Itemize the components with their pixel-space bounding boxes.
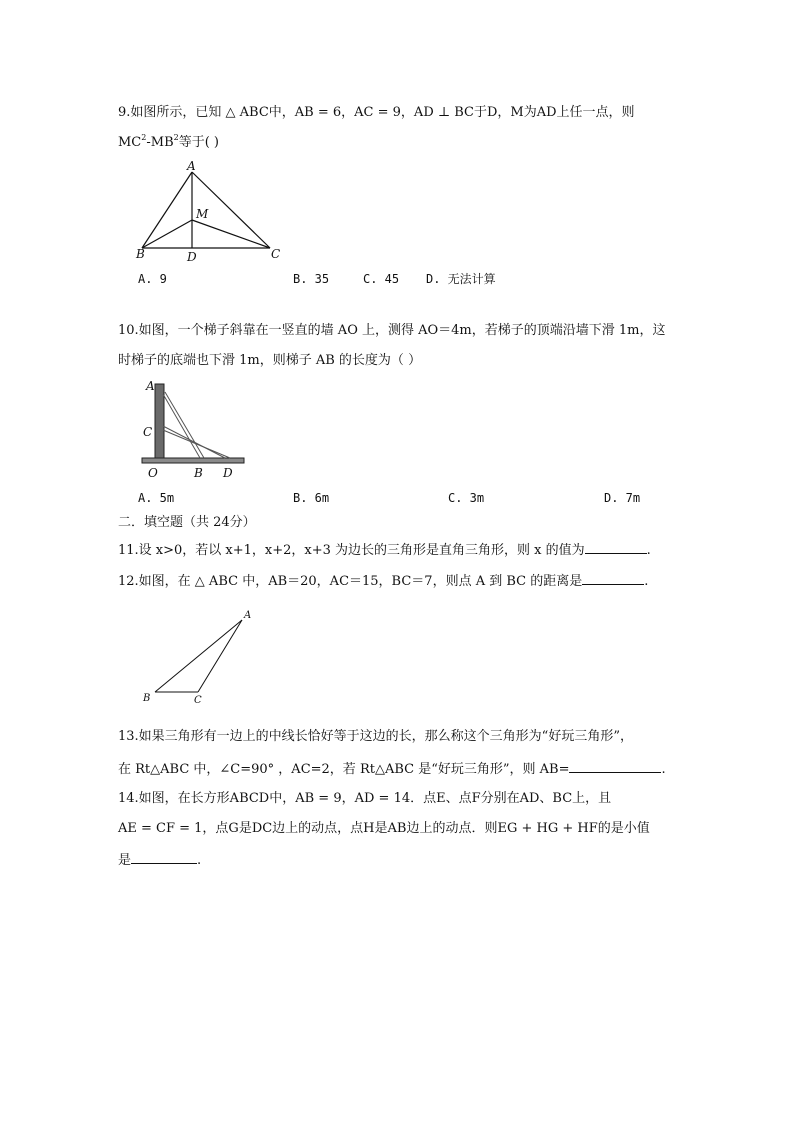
q9-label-c: C <box>271 247 281 261</box>
section2-title: 二．填空题（共 24分） <box>118 515 256 530</box>
q10-option-d: D. 7m <box>604 491 641 505</box>
q10-ladder-slid-edge2 <box>163 430 230 458</box>
q12-side-ac <box>198 620 242 692</box>
q12-line <box>118 572 648 591</box>
q9-option-b: B. 35 <box>293 272 330 286</box>
q13-end: . <box>661 762 666 777</box>
q10-label-a: A <box>146 379 155 393</box>
q14-line1: 14.如图，在长方形ABCD中，AB = 9，AD = 14．点E、点F分别在AD、BC上，且 <box>118 791 612 806</box>
q10-line1: 10.如图，一个梯子斜靠在一竖直的墙 AO 上，测得 AO＝4m，若梯子的顶端沿墙下滑 1m，这 <box>118 323 666 338</box>
q9-label-d: D <box>187 250 197 264</box>
q10-ladder-figure <box>138 378 258 482</box>
q12-end: . <box>644 574 649 589</box>
q10-option-c: C. 3m <box>448 491 485 505</box>
q10-label-c: C <box>143 425 153 439</box>
q10-ladder-original-edge1 <box>163 394 200 458</box>
q9-line1: 9.如图所示，已知 △ ABC中，AB = 6，AC = 9，AD ⊥ BC于D，M为AD上任一点，则 <box>118 105 635 120</box>
q14-end: . <box>197 853 202 868</box>
q11-answer-blank[interactable] <box>585 541 647 554</box>
q9-mc: MC <box>118 135 142 150</box>
q9-option-a: A. 9 <box>138 272 167 286</box>
q9-tail: 等于( ) <box>178 135 219 150</box>
q12-answer-blank[interactable] <box>582 572 644 585</box>
q9-segment-mc <box>192 220 270 248</box>
q9-label-a: A <box>187 159 196 173</box>
q10-wall <box>155 384 164 460</box>
q12-label-b: B <box>143 693 151 704</box>
q11-line <box>118 541 651 560</box>
q9-label-m: M <box>196 207 209 221</box>
q12-label-c: C <box>194 695 202 706</box>
q10-label-b: B <box>194 466 203 480</box>
q13-line1: 13.如果三角形有一边上的中线长恰好等于这边的长，那么称这个三角形为“好玩三角形”， <box>118 729 633 744</box>
q9-sup2: 2 <box>173 133 179 142</box>
q10-ladder-slid-edge1 <box>163 426 225 458</box>
q13-line2 <box>118 760 666 779</box>
q9-label-b: B <box>136 247 145 261</box>
q11-end: . <box>646 543 651 558</box>
q14-text: 是 <box>118 853 132 868</box>
q9-side-ab <box>142 172 192 248</box>
q10-option-a: A. 5m <box>138 491 175 505</box>
q14-line2: AE = CF = 1，点G是DC边上的动点，点H是AB边上的动点．则EG + HG + HF的是小值 <box>118 821 650 836</box>
q10-line2: 时梯子的底端也下滑 1m，则梯子 AB 的长度为（ ） <box>118 353 422 368</box>
q10-option-b: B. 6m <box>293 491 330 505</box>
q12-label-a: A <box>244 610 252 621</box>
q13-answer-blank[interactable] <box>569 760 661 773</box>
q14-line3 <box>118 851 201 870</box>
q11-text: 11.设 x>0，若以 x+1，x+2，x+3 为边长的三角形是直角三角形，则 x 的值为 <box>118 543 585 558</box>
q9-sup1: 2 <box>141 133 147 142</box>
q12-text: 12.如图，在 △ ABC 中，AB＝20，AC＝15，BC＝7，则点 A 到 BC 的距离是 <box>118 574 583 589</box>
q14-answer-blank[interactable] <box>131 851 197 864</box>
q9-segment-mb <box>142 220 192 248</box>
q9-mb: -MB <box>146 135 174 150</box>
q9-option-c: C. 45 <box>363 272 400 286</box>
q13-text: 在 Rt△ABC 中，∠C=90° ，AC=2，若 Rt△ABC 是“好玩三角形”，则 AB= <box>118 762 570 777</box>
q12-side-ab <box>155 620 242 692</box>
q10-label-d: D <box>223 466 233 480</box>
q9-line2 <box>118 134 219 152</box>
q10-ground <box>142 458 244 463</box>
q9-option-d: D. 无法计算 <box>426 272 496 286</box>
q12-triangle-figure <box>138 606 268 708</box>
q10-label-o: O <box>148 466 158 480</box>
q9-triangle-figure <box>130 158 300 268</box>
q10-ladder-original-edge2 <box>165 392 204 458</box>
